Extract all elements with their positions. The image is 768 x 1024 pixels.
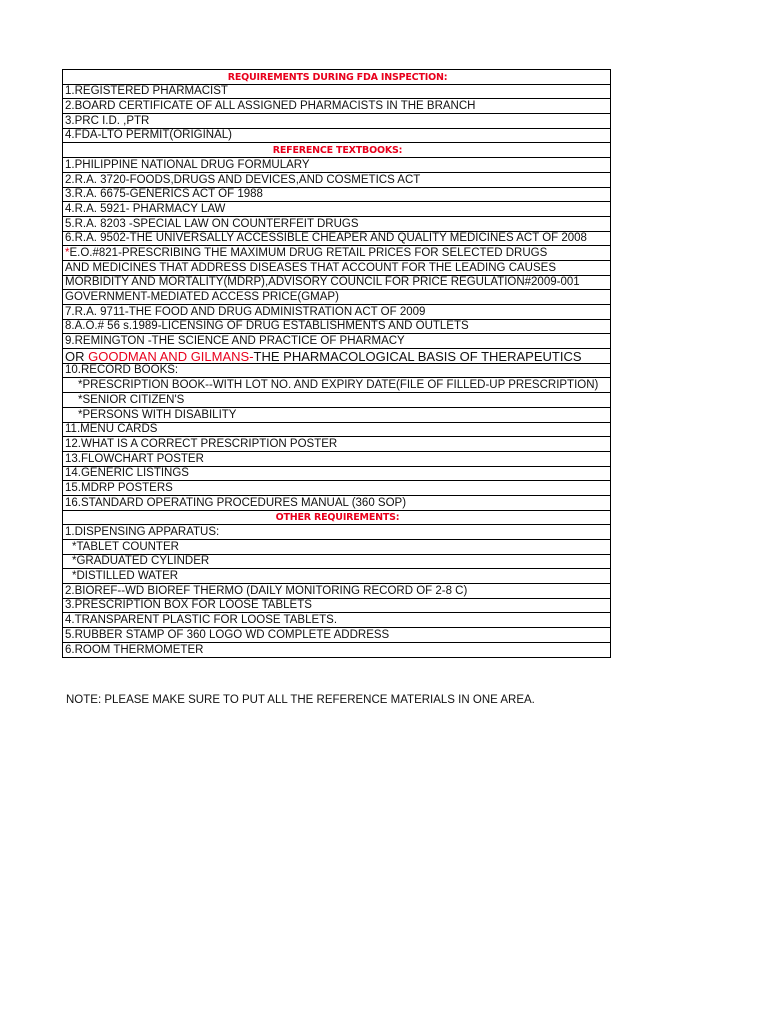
- table-cell: 13.FLOWCHART POSTER: [63, 451, 611, 466]
- table-cell: 4.TRANSPARENT PLASTIC FOR LOOSE TABLETS.: [63, 613, 611, 628]
- table-cell: 3.R.A. 6675-GENERICS ACT OF 1988: [63, 187, 611, 202]
- table-cell: 15.MDRP POSTERS: [63, 481, 611, 496]
- table-row: [63, 363, 611, 378]
- table-cell: 12.WHAT IS A CORRECT PRESCRIPTION POSTER: [63, 437, 611, 452]
- table-cell: 1.PHILIPPINE NATIONAL DRUG FORMULARY: [63, 158, 611, 173]
- table-row: [63, 202, 611, 217]
- table-cell: 2.R.A. 3720-FOODS,DRUGS AND DEVICES,AND COSMETICS ACT: [63, 172, 611, 187]
- table-cell: 1.REGISTERED PHARMACIST: [63, 84, 611, 99]
- highlighted-text: *: [65, 246, 70, 259]
- table-row: [63, 407, 611, 422]
- table-cell: 14.GENERIC LISTINGS: [63, 466, 611, 481]
- table-row: [63, 84, 611, 99]
- cell-text: E.O.#821-PRESCRIBING THE MAXIMUM DRUG RETAIL PRICES FOR SELECTED DRUGS: [69, 246, 548, 259]
- table-cell: *PRESCRIPTION BOOK--WITH LOT NO. AND EXPIRY DATE(FILE OF FILLED-UP PRESCRIPTION): [63, 378, 611, 393]
- table-cell: [63, 246, 611, 261]
- table-row: [63, 231, 611, 246]
- table-row: [63, 172, 611, 187]
- table-row: [63, 422, 611, 437]
- table-cell: 4.R.A. 5921- PHARMACY LAW: [63, 202, 611, 217]
- table-row: [63, 216, 611, 231]
- table-cell: 1.DISPENSING APPARATUS:: [63, 525, 611, 540]
- table-row: [63, 275, 611, 290]
- table-cell: 5.RUBBER STAMP OF 360 LOGO WD COMPLETE ADDRESS: [63, 628, 611, 643]
- table-cell: 9.REMINGTON -THE SCIENCE AND PRACTICE OF PHARMACY: [63, 334, 611, 349]
- table-row: [63, 525, 611, 540]
- table-row: [63, 260, 611, 275]
- table-cell: 6.ROOM THERMOMETER: [63, 642, 611, 657]
- table-cell: 5.R.A. 8203 -SPECIAL LAW ON COUNTERFEIT DRUGS: [63, 216, 611, 231]
- table-row: [63, 437, 611, 452]
- table-cell: 10.RECORD BOOKS:: [63, 363, 611, 378]
- table-cell: *GRADUATED CYLINDER: [63, 554, 611, 569]
- table-cell: 4.FDA-LTO PERMIT(ORIGINAL): [63, 128, 611, 143]
- cell-text: THE PHARMACOLOGICAL BASIS OF THERAPEUTICS: [253, 348, 582, 364]
- table-cell: 2.BIOREF--WD BIOREF THERMO (DAILY MONITORING RECORD OF 2-8 C): [63, 584, 611, 599]
- table-cell: 8.A.O.# 56 s.1989-LICENSING OF DRUG ESTABLISHMENTS AND OUTLETS: [63, 319, 611, 334]
- table-row: [63, 642, 611, 657]
- table-cell: MORBIDITY AND MORTALITY(MDRP),ADVISORY COUNCIL FOR PRICE REGULATION#2009-001: [63, 275, 611, 290]
- requirements-table: [62, 69, 611, 658]
- highlighted-text: GOODMAN AND GILMANS-: [88, 348, 254, 364]
- table-row: [63, 349, 611, 364]
- table-row: [63, 290, 611, 305]
- table-cell: 11.MENU CARDS: [63, 422, 611, 437]
- section-header-row: [63, 70, 611, 85]
- table-cell: *TABLET COUNTER: [63, 540, 611, 555]
- section-header: REQUIREMENTS DURING FDA INSPECTION:: [63, 70, 611, 85]
- section-header: OTHER REQUIREMENTS:: [63, 510, 611, 525]
- table-row: [63, 319, 611, 334]
- section-header-row: [63, 510, 611, 525]
- table-row: [63, 628, 611, 643]
- table-row: [63, 495, 611, 510]
- table-row: [63, 554, 611, 569]
- table-row: [63, 114, 611, 129]
- table-cell: 3.PRC I.D. ,PTR: [63, 114, 611, 129]
- table-row: [63, 451, 611, 466]
- table-cell: AND MEDICINES THAT ADDRESS DISEASES THAT ACCOUNT FOR THE LEADING CAUSES: [63, 260, 611, 275]
- table-cell: 3.PRESCRIPTION BOX FOR LOOSE TABLETS: [63, 598, 611, 613]
- table-row: [63, 334, 611, 349]
- table-cell: 7.R.A. 9711-THE FOOD AND DRUG ADMINISTRATION ACT OF 2009: [63, 305, 611, 320]
- table-row: [63, 99, 611, 114]
- table-cell: GOVERNMENT-MEDIATED ACCESS PRICE(GMAP): [63, 290, 611, 305]
- table-row: [63, 569, 611, 584]
- table-row: [63, 246, 611, 261]
- cell-text: OR: [65, 348, 89, 364]
- table-cell: 16.STANDARD OPERATING PROCEDURES MANUAL (360 SOP): [63, 495, 611, 510]
- table-cell: 2.BOARD CERTIFICATE OF ALL ASSIGNED PHARMACISTS IN THE BRANCH: [63, 99, 611, 114]
- table-row: [63, 613, 611, 628]
- table-cell: *PERSONS WITH DISABILITY: [63, 407, 611, 422]
- table-row: [63, 540, 611, 555]
- table-row: [63, 481, 611, 496]
- table-row: [63, 305, 611, 320]
- table-row: [63, 393, 611, 408]
- table-cell: [63, 349, 611, 364]
- table-row: [63, 584, 611, 599]
- requirements-table-body: [63, 70, 611, 658]
- table-row: [63, 187, 611, 202]
- table-cell: *DISTILLED WATER: [63, 569, 611, 584]
- table-row: [63, 598, 611, 613]
- note-text: NOTE: PLEASE MAKE SURE TO PUT ALL THE REFERENCE MATERIALS IN ONE AREA.: [66, 694, 535, 706]
- table-row: [63, 128, 611, 143]
- section-header: REFERENCE TEXTBOOKS:: [63, 143, 611, 158]
- table-row: [63, 158, 611, 173]
- section-header-row: [63, 143, 611, 158]
- table-row: [63, 466, 611, 481]
- table-cell: *SENIOR CITIZEN'S: [63, 393, 611, 408]
- table-row: [63, 378, 611, 393]
- table-cell: 6.R.A. 9502-THE UNIVERSALLY ACCESSIBLE CHEAPER AND QUALITY MEDICINES ACT OF 2008: [63, 231, 611, 246]
